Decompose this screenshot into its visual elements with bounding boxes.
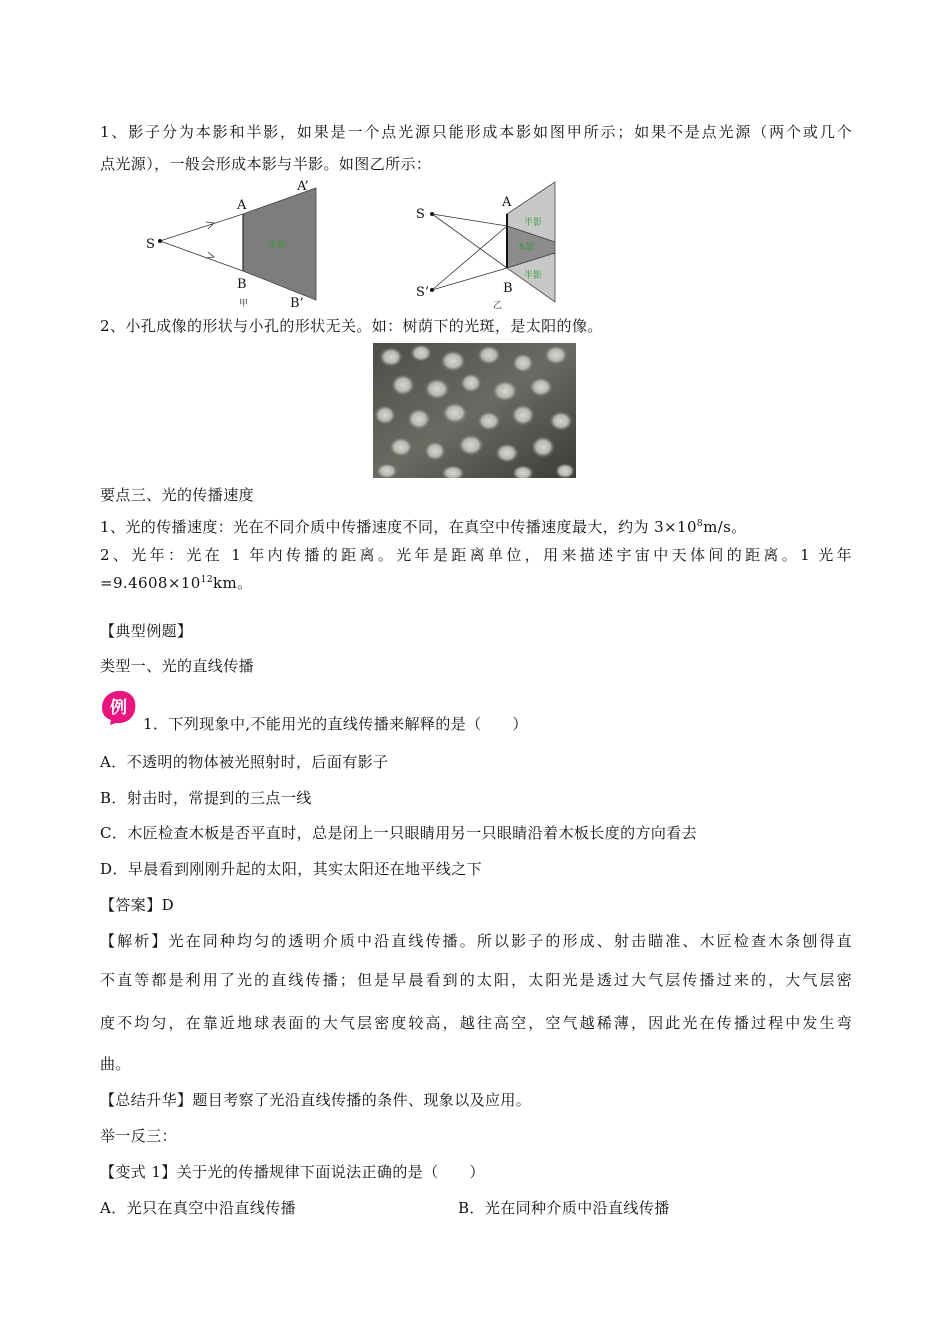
figure-jia-diagram <box>140 178 330 314</box>
pinhole-line: 2、小孔成像的形状与小孔的形状无关。如：树荫下的光斑，是太阳的像。 <box>100 317 603 335</box>
umbra-label: 本影 <box>517 243 536 253</box>
variant-option-b: B．光在同种介质中沿直线传播 <box>458 1199 670 1217</box>
summary: 【总结升华】题目考察了光沿直线传播的条件、现象以及应用。 <box>100 1091 532 1109</box>
light-year-value: =9.4608×10 <box>100 574 201 592</box>
label-s-prime: S’ <box>416 285 430 300</box>
label-b-prime: B’ <box>290 296 304 311</box>
light-year-line-2 <box>100 572 253 593</box>
example-badge-icon <box>98 688 138 726</box>
figure-yi-caption: 乙 <box>493 301 503 311</box>
light-year-line-1: 2、光年：光在 1 年内传播的距离。光年是距离单位，用来描述宇宙中天体间的距离。1 光年 <box>100 546 852 564</box>
shadow-intro-line-1: 1、影子分为本影和半影，如果是一个点光源只能形成本影如图甲所示；如果不是点光源（两个或几个 <box>100 123 852 141</box>
figure-jia-caption: 甲 <box>239 299 249 309</box>
light-speed-exponent: 8 <box>696 519 704 529</box>
type-one-heading: 类型一、光的直线传播 <box>100 657 255 675</box>
option-a: A．不透明的物体被光照射时，后面有影子 <box>100 753 389 771</box>
light-speed-unit: m/s。 <box>703 518 747 536</box>
label-s: S <box>416 207 425 222</box>
analysis-line-4: 曲。 <box>100 1055 131 1073</box>
figure-yi-diagram <box>410 178 570 314</box>
variant-1-question: 【变式 1】关于光的传播规律下面说法正确的是（ ） <box>100 1163 485 1181</box>
key-point-3-title: 要点三、光的传播速度 <box>100 486 255 504</box>
light-year-exponent: 12 <box>200 575 213 585</box>
practice-heading: 举一反三： <box>100 1127 178 1145</box>
label-s: S <box>146 237 155 252</box>
shadow-intro-line-2: 点光源），一般会形成本影与半影。如图乙所示： <box>100 155 432 173</box>
light-speed-line <box>100 516 747 537</box>
light-speed-text: 1、光的传播速度：光在不同介质中传播速度不同，在真空中传播速度最大，约为 3×10 <box>100 518 697 536</box>
label-a: A <box>502 195 512 210</box>
option-b: B．射击时，常提到的三点一线 <box>100 789 312 807</box>
label-a-prime: A’ <box>297 179 309 194</box>
umbra-label: 本影 <box>268 241 287 251</box>
analysis-line-1: 【解析】光在同种均匀的透明介质中沿直线传播。所以影子的形成、射击瞄准、木匠检查木条刨得直 <box>100 932 852 950</box>
option-d: D．早晨看到刚刚升起的太阳，其实太阳还在地平线之下 <box>100 860 483 878</box>
label-a: A <box>237 198 247 213</box>
answer: 【答案】D <box>100 896 175 914</box>
light-year-unit: km。 <box>212 574 253 592</box>
penumbra-top-label: 半影 <box>524 218 543 228</box>
analysis-line-2: 不直等都是利用了光的直线传播；但是早晨看到的太阳，太阳光是透过大气层传播过来的，大气层密 <box>100 971 852 989</box>
variant-option-a: A．光只在真空中沿直线传播 <box>100 1199 297 1217</box>
question-1: 1．下列现象中,不能用光的直线传播来解释的是（ ） <box>143 715 528 733</box>
penumbra-bottom-label: 半影 <box>524 271 543 281</box>
typical-examples-heading: 【典型例题】 <box>100 622 193 640</box>
option-c: C．木匠检查木板是否平直时，总是闭上一只眼睛用另一只眼睛沿着木板长度的方向看去 <box>100 824 698 842</box>
light-spots-photo <box>373 343 576 478</box>
analysis-line-3: 度不均匀，在靠近地球表面的大气层密度较高，越往高空，空气越稀薄，因此光在传播过程中发生弯 <box>100 1014 852 1032</box>
svg-text:例: 例 <box>110 698 127 718</box>
label-b: B <box>503 281 513 296</box>
label-b: B <box>237 277 247 292</box>
